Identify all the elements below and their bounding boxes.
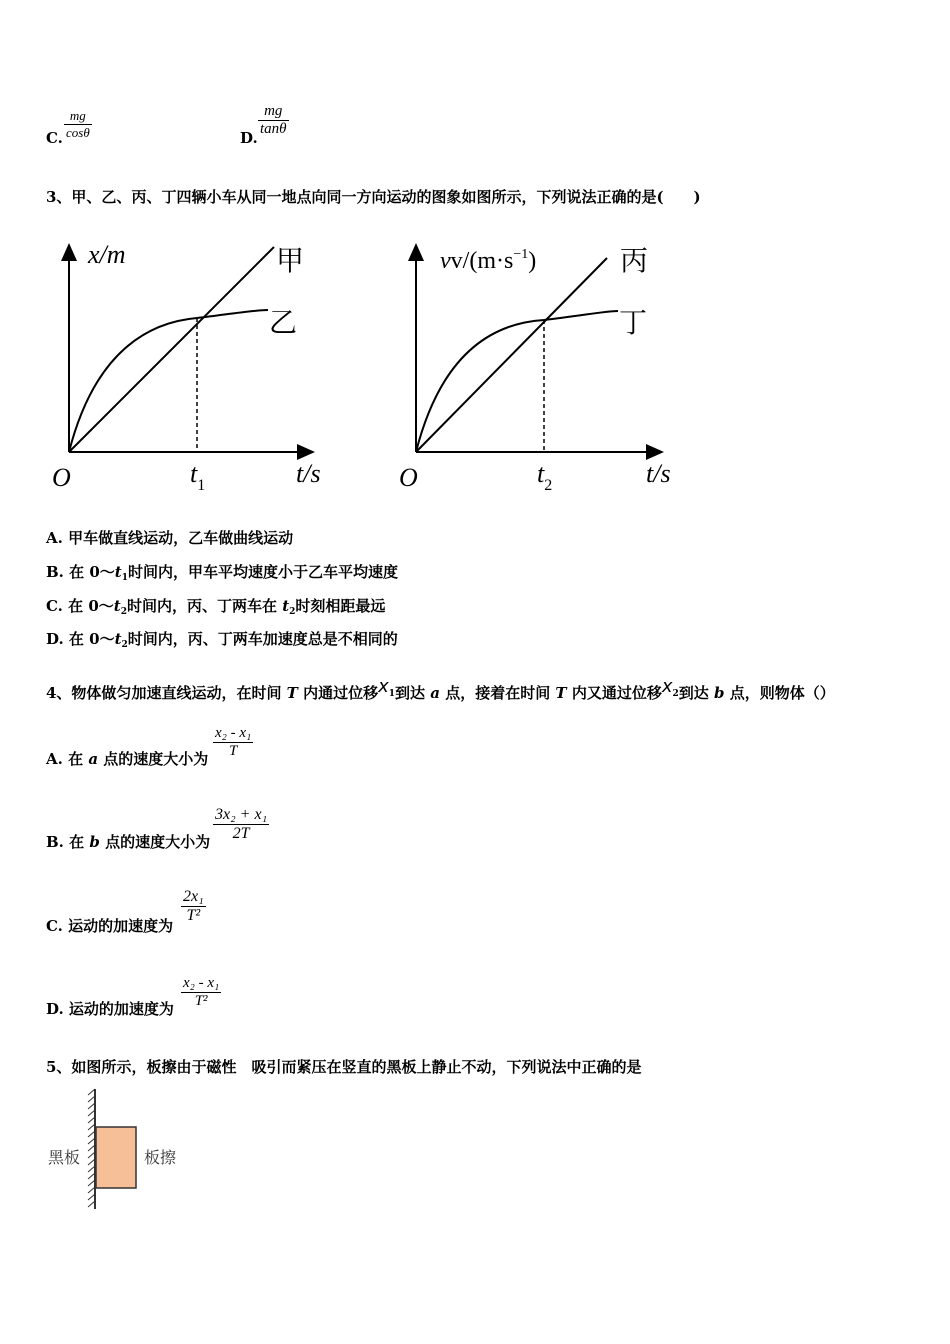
label-ding: 丁 — [619, 308, 648, 339]
option-d-label: D. — [240, 129, 258, 147]
fraction-numerator: mg — [69, 108, 86, 123]
question-4-stem: 4、物体做匀加速直线运动，在时间 T 内通过位移$x^1$到达 a 点，接着在时间 T 内又通过位移$x^2$到达 b 点，则物体（） — [46, 676, 835, 702]
blackboard-eraser-figure — [40, 1085, 200, 1215]
fraction-denominator: tanθ — [260, 121, 287, 137]
question-3-stem: 3、甲、乙、丙、丁四辆小车从同一地点向同一方向运动的图象如图所示，下列说法正确的是( ) — [46, 188, 701, 206]
q4-option-c: C. 运动的加速度为 — [46, 917, 174, 935]
label-bing: 丙 — [620, 246, 649, 277]
line-jia — [69, 247, 274, 452]
q4-option-a: A. 在 a 点的速度大小为 — [46, 750, 209, 768]
graph-v-t — [390, 230, 700, 500]
option-d-fraction — [258, 103, 289, 138]
q3-option-c: C. 在 $0\sim t_2$时间内，丙、丁两车在 $t_2$时刻相距最远 — [46, 597, 386, 617]
label-eraser: 板擦 — [144, 1150, 177, 1167]
q3-option-b: B. 在 $0\sim t_1$时间内，甲车平均速度小于乙车平均速度 — [46, 563, 399, 583]
eraser-block — [96, 1127, 136, 1188]
x-axis-label: t/s — [646, 459, 671, 488]
fraction-numerator: mg — [264, 103, 283, 119]
origin-label: O — [399, 463, 418, 492]
q4-option-d: D. 运动的加速度为 — [46, 1000, 174, 1018]
graph-x-t — [40, 230, 350, 500]
option-c-fraction — [64, 108, 92, 141]
label-jia: 甲 — [276, 246, 305, 277]
q4-option-c-fraction: $\frac{\text{2x₁}}{\text{T²}}$ — [183, 888, 204, 924]
line-bing — [416, 258, 607, 452]
curve-ding — [416, 311, 618, 452]
q3-option-a: A. 甲车做直线运动，乙车做曲线运动 — [46, 529, 294, 547]
label-blackboard: 黑板 — [48, 1150, 81, 1167]
q3-option-d: D. 在 $0\sim t_2$时间内，丙、丁两车加速度总是不相同的 — [46, 630, 398, 650]
x-axis-label: t/s — [296, 459, 321, 488]
option-c-label: C. — [46, 129, 63, 147]
fraction-denominator: cosθ — [66, 125, 90, 140]
wall-hatching — [88, 1089, 95, 1207]
q4-option-b-fraction: $\frac{\text{3x₂ + x₁}}{2T}$ — [215, 806, 268, 842]
curve-yi — [69, 310, 268, 452]
origin-label: O — [52, 463, 71, 492]
q4-option-b: B. 在 b 点的速度大小为 — [46, 833, 211, 851]
tick-t2: $t_2$ — [537, 459, 553, 494]
tick-t1: $t_1$ — [190, 459, 206, 494]
q4-option-a-fraction: $\frac{\text{x₂ - x₁}}{T}$ — [215, 725, 252, 759]
label-yi: 乙 — [269, 308, 298, 339]
y-axis-label: $vv/(m\cdot s^{-1})$ — [440, 247, 537, 274]
question-5-stem: 5、如图所示，板擦由于磁性 吸引而紧压在竖直的黑板上静止不动，下列说法中正确的是 — [46, 1058, 642, 1076]
y-axis-label: x/m — [88, 240, 126, 269]
q4-option-d-fraction: $\frac{\text{x₂ - x₁}}{\text{T²}}$ — [183, 975, 220, 1009]
